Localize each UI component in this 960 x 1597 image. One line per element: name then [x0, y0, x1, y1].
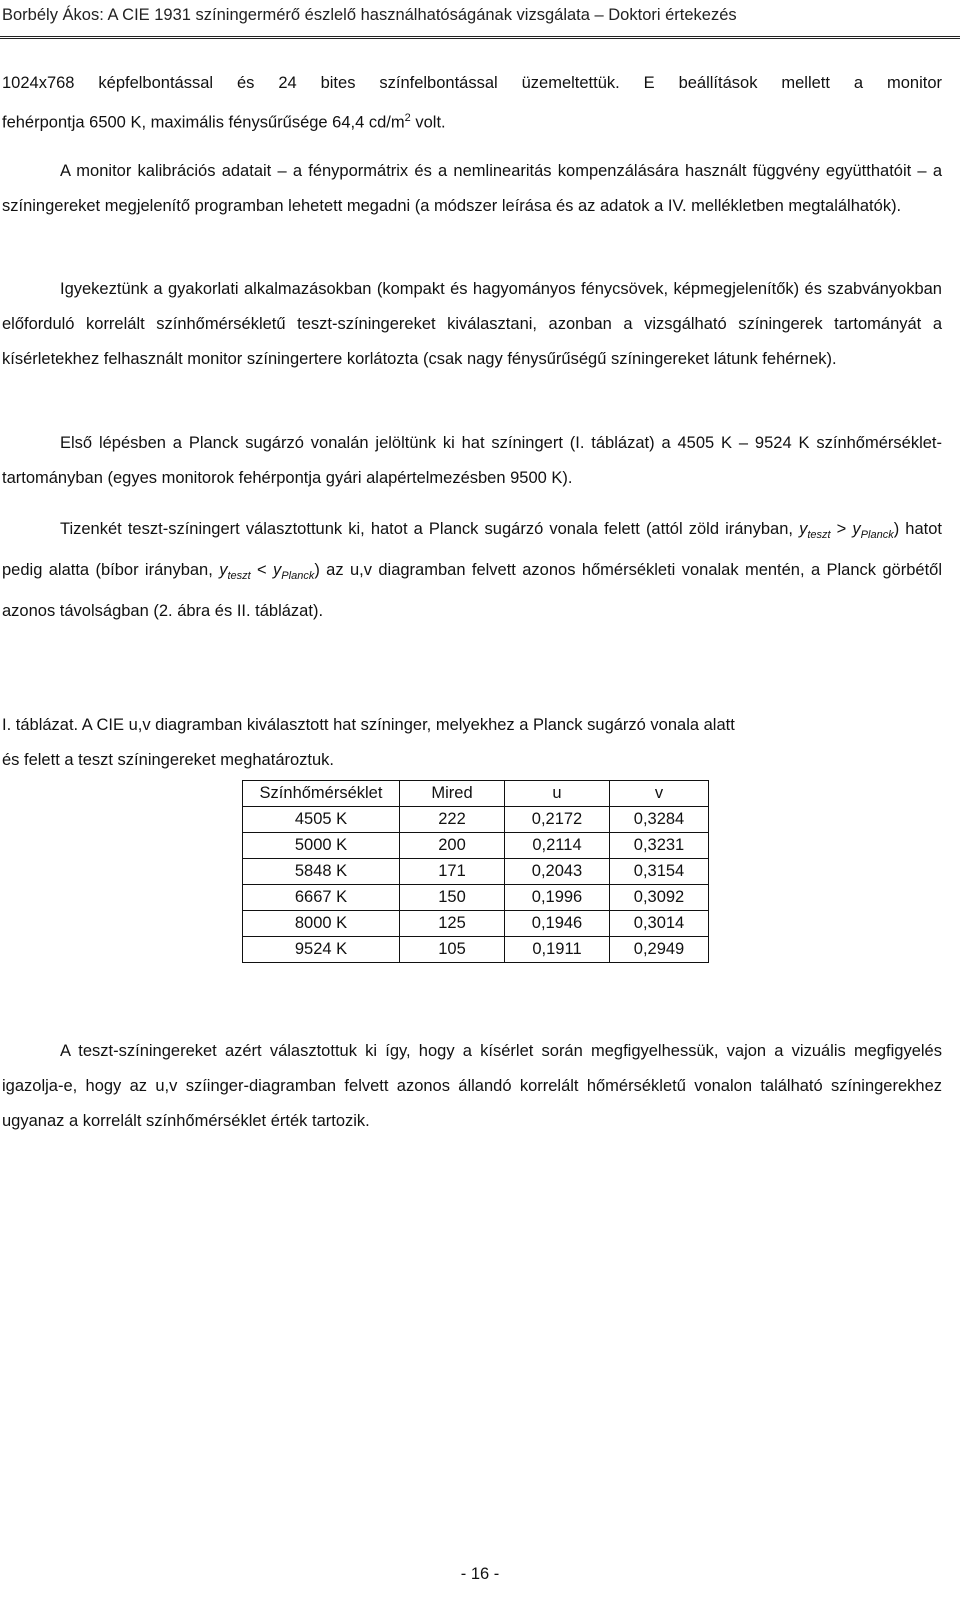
table-row — [243, 885, 709, 911]
header-cell: Mired — [400, 781, 505, 807]
table-cell: 0,1911 — [505, 937, 610, 963]
superscript: 2 — [404, 112, 411, 124]
table-cell: 125 — [400, 911, 505, 937]
table-cell: 0,3014 — [610, 911, 709, 937]
symbol-y: y — [219, 561, 228, 579]
text-run: volt. — [410, 113, 446, 132]
table-row — [243, 807, 709, 833]
text-run: Tizenkét teszt-színingert választottunk ki, hatot a Planck sugárzó vonala felett (attól zöld irányban, — [60, 520, 800, 538]
table-cell: 5848 K — [243, 859, 400, 885]
page-number: - 16 - — [460, 1565, 500, 1583]
table-row — [243, 859, 709, 885]
table-row — [243, 937, 709, 963]
table-row — [243, 911, 709, 937]
table-cell: 222 — [400, 807, 505, 833]
data-table — [242, 780, 709, 963]
table-cell: 171 — [400, 859, 505, 885]
table-cell: 4505 K — [243, 807, 400, 833]
table-cell: 0,2949 — [610, 937, 709, 963]
color-temperature-table — [242, 780, 709, 963]
header-cell: v — [610, 781, 709, 807]
paragraph-test-stimuli: Igyekeztünk a gyakorlati alkalmazásokban (kompakt és hagyományos fénycsövek, képmegjelenítők) és szabványokban előforduló korrelált színhőmérsékletű teszt-színingereket kiválasztani, azonban a vizsgálható színingerek tartományát a kísérletekhez felhasznált monitor színingertere korlátozta (csak nagy fénysűrűségű színingereket látunk fehérnek). — [2, 280, 942, 368]
subscript: Planck — [860, 529, 894, 541]
text-run: ) hatot pedig alatta (bíbor irányban, — [2, 520, 942, 579]
running-header — [0, 0, 960, 36]
table-caption — [2, 708, 942, 778]
paragraph-line — [2, 101, 942, 141]
caption-line: és felett a teszt színingereket meghatároztuk. — [2, 751, 335, 769]
paragraph-calibration: A monitor kalibrációs adatait – a fénypormátrix és a nemlinearitás kompenzálására használt függvény együtthatóit – a színingereket megjelenítő programban lehetett megadni (a módszer leírása és az adatok a IV. mellékletben megtalálhatók). — [2, 162, 942, 215]
table-header-row — [243, 781, 709, 807]
paragraph-twelve-stimuli — [2, 512, 942, 629]
table-cell: 0,1946 — [505, 911, 610, 937]
text-run: > — [830, 520, 853, 538]
header-title: Borbély Ákos: A CIE 1931 színingermérő észlelő használhatóságának vizsgálata – Doktori értekezés — [2, 6, 737, 24]
header-cell: Színhőmérséklet — [243, 781, 400, 807]
table-cell: 200 — [400, 833, 505, 859]
subscript: Planck — [281, 570, 315, 582]
table-cell: 105 — [400, 937, 505, 963]
text-run: < — [250, 561, 274, 579]
subscript: teszt — [227, 570, 251, 582]
table-cell: 5000 K — [243, 833, 400, 859]
header-cell: u — [505, 781, 610, 807]
symbol-y: y — [852, 520, 861, 538]
table-cell: 0,2043 — [505, 859, 610, 885]
table-cell: 0,3154 — [610, 859, 709, 885]
paragraph-monitor-settings — [2, 66, 942, 141]
caption-line: I. táblázat. A CIE u,v diagramban kiválasztott hat színinger, melyekhez a Planck sugárzó vonala alatt — [2, 716, 735, 734]
table-cell: 9524 K — [243, 937, 400, 963]
paragraph-conclusion: A teszt-színingereket azért választottuk ki így, hogy a kísérlet során megfigyelhessük, vajon a vizuális megfigyelés igazolja-e, hogy az u,v szíinger-diagramban felvett azonos állandó korrelált hőmérsékletű vonalon található színingerekhez ugyanaz a korrelált színhőmérséklet érték tartozik. — [2, 1042, 942, 1130]
table-row — [243, 833, 709, 859]
subscript: teszt — [807, 529, 831, 541]
paragraph-planck-selection: Első lépésben a Planck sugárzó vonalán jelöltünk ki hat színingert (I. táblázat) a 4505 K – 9524 K színhőmérséklet-tartományban (egyes monitorok fehérpontja gyári alapértelmezésben 9500 K). — [2, 434, 942, 487]
table-cell: 0,2114 — [505, 833, 610, 859]
table-cell: 0,3092 — [610, 885, 709, 911]
table-cell: 8000 K — [243, 911, 400, 937]
paragraph-line: 1024x768 képfelbontással és 24 bites színfelbontással üzemeltettük. E beállítások mellett a monitor — [2, 74, 942, 92]
text-run: ) az u,v diagramban felvett azonos hőmérsékleti vonalak mentén, a Planck görbétől azonos távolságban (2. ábra és II. táblázat). — [2, 561, 942, 620]
symbol-y: y — [273, 561, 282, 579]
table-cell: 6667 K — [243, 885, 400, 911]
table-cell: 0,3284 — [610, 807, 709, 833]
symbol-y: y — [799, 520, 808, 538]
text-run: fehérpontja 6500 K, maximális fénysűrűsége 64,4 cd/m — [2, 113, 405, 132]
header-rule — [0, 36, 960, 39]
table-cell: 0,2172 — [505, 807, 610, 833]
table-cell: 0,3231 — [610, 833, 709, 859]
table-cell: 150 — [400, 885, 505, 911]
table-cell: 0,1996 — [505, 885, 610, 911]
